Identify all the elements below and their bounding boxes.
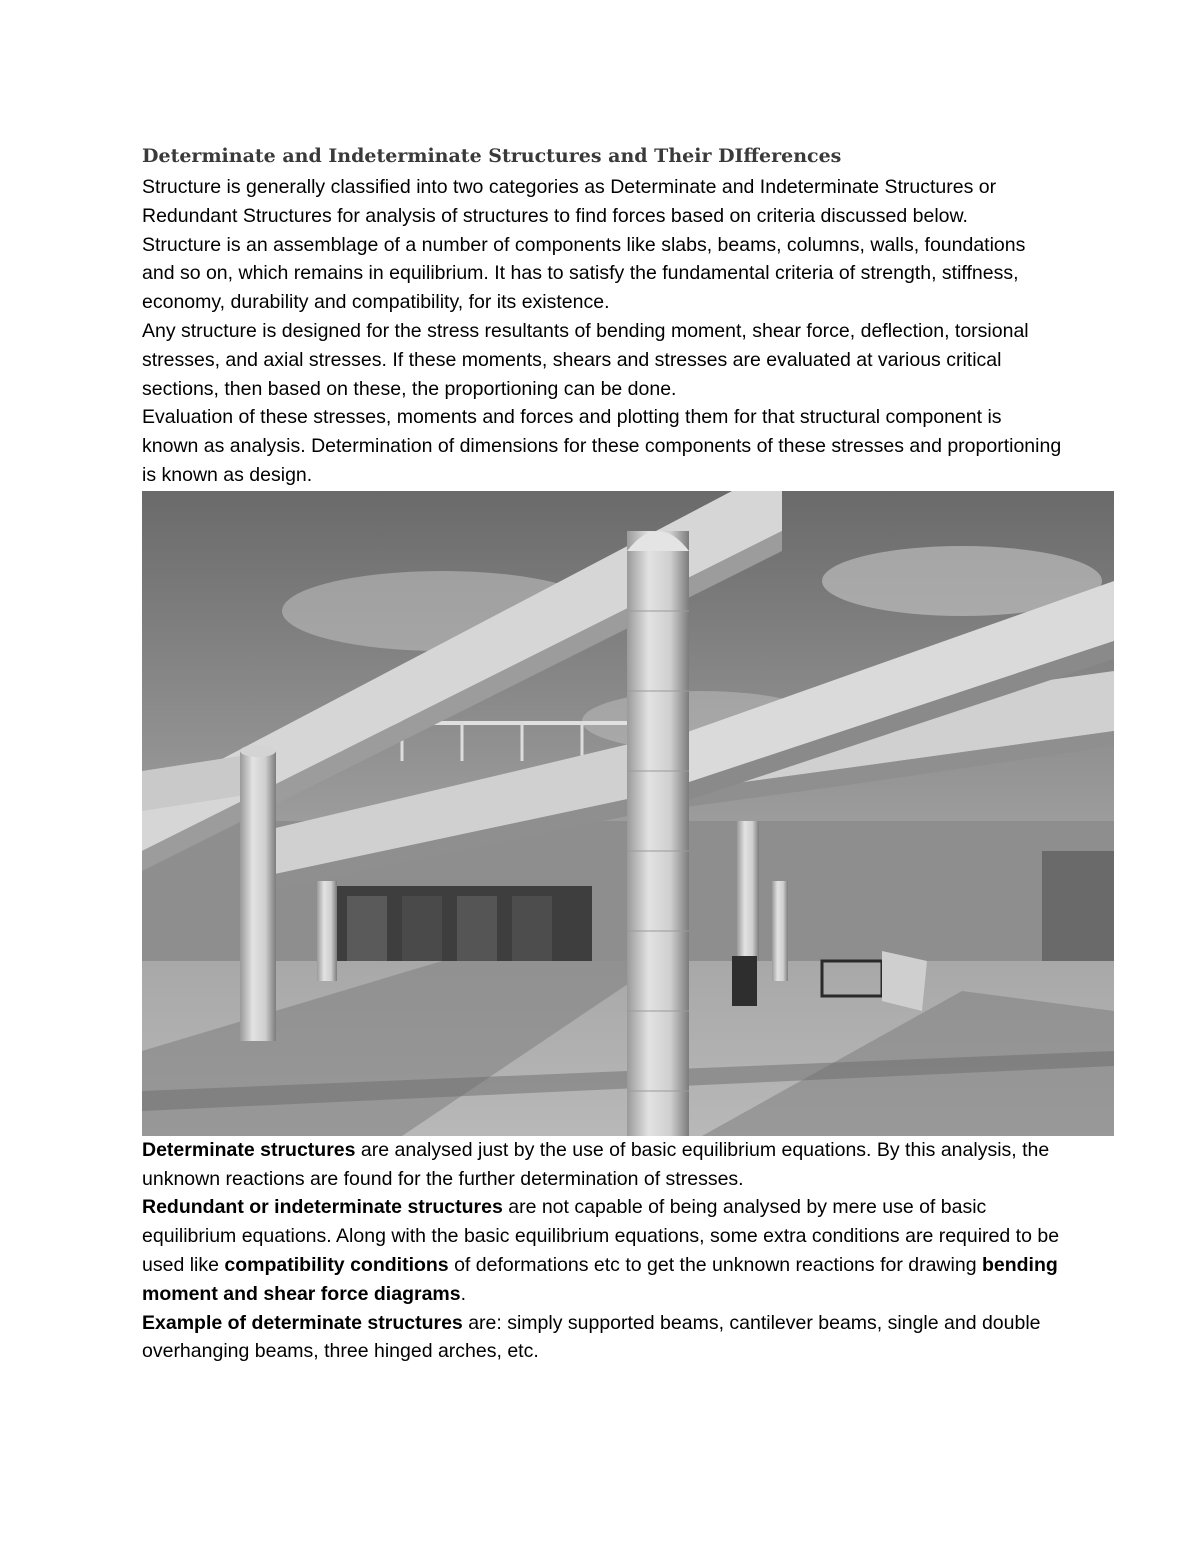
intro-paragraph-3: Any structure is designed for the stress resultants of bending moment, shear force, deflection, torsional stresses, and axial stresses. If these moments, shears and stresses are evaluated at various critical sections, then based on these, the proportioning can be done. bbox=[142, 319, 1029, 400]
diagrams-term: bending moment and shear force diagrams bbox=[142, 1253, 1058, 1305]
structure-photo bbox=[142, 491, 1114, 1136]
determinate-paragraph: Determinate structures are analysed just by the use of basic equilibrium equations. By this analysis, the unknown reactions are found for the further determination of stresses. bbox=[142, 1138, 1050, 1190]
redundant-paragraph: Redundant or indeterminate structures are not capable of being analysed by mere use of basic equilibrium equations. Along with the basic equilibrium equations, some extra conditions are required to be used like compatibility conditions of deformations etc to get the unknown reactions for drawing bending moment and shear force diagrams. bbox=[142, 1196, 1060, 1305]
intro-paragraph-2: Structure is an assemblage of a number of components like slabs, beams, columns, walls, foundations and so on, which remains in equilibrium. It has to satisfy the fundamental criteria of strength, stiffness, economy, durability and compatibility, for its existence. bbox=[142, 233, 1026, 314]
redundant-term: Redundant or indeterminate structures bbox=[142, 1196, 503, 1219]
intro-paragraph-1: Structure is generally classified into two categories as Determinate and Indeterminate Structures or Redundant Structures for analysis of structures to find forces based on criteria discussed below. bbox=[142, 176, 997, 227]
example-paragraph: Example of determinate structures are: simply supported beams, cantilever beams, single and double overhanging beams, three hinged arches, etc. bbox=[142, 1311, 1041, 1363]
document-title: Determinate and Indeterminate Structures and Their DIfferences bbox=[142, 145, 842, 167]
document-page bbox=[142, 140, 1062, 1366]
determinate-term: Determinate structures bbox=[142, 1138, 356, 1161]
compatibility-term: compatibility conditions bbox=[224, 1253, 449, 1276]
example-term: Example of determinate structures bbox=[142, 1311, 463, 1334]
intro-paragraph-4: Evaluation of these stresses, moments and forces and plotting them for that structural component is known as analysis. Determination of dimensions for these components of these stresses and proportioning is known as design. bbox=[142, 406, 1062, 486]
